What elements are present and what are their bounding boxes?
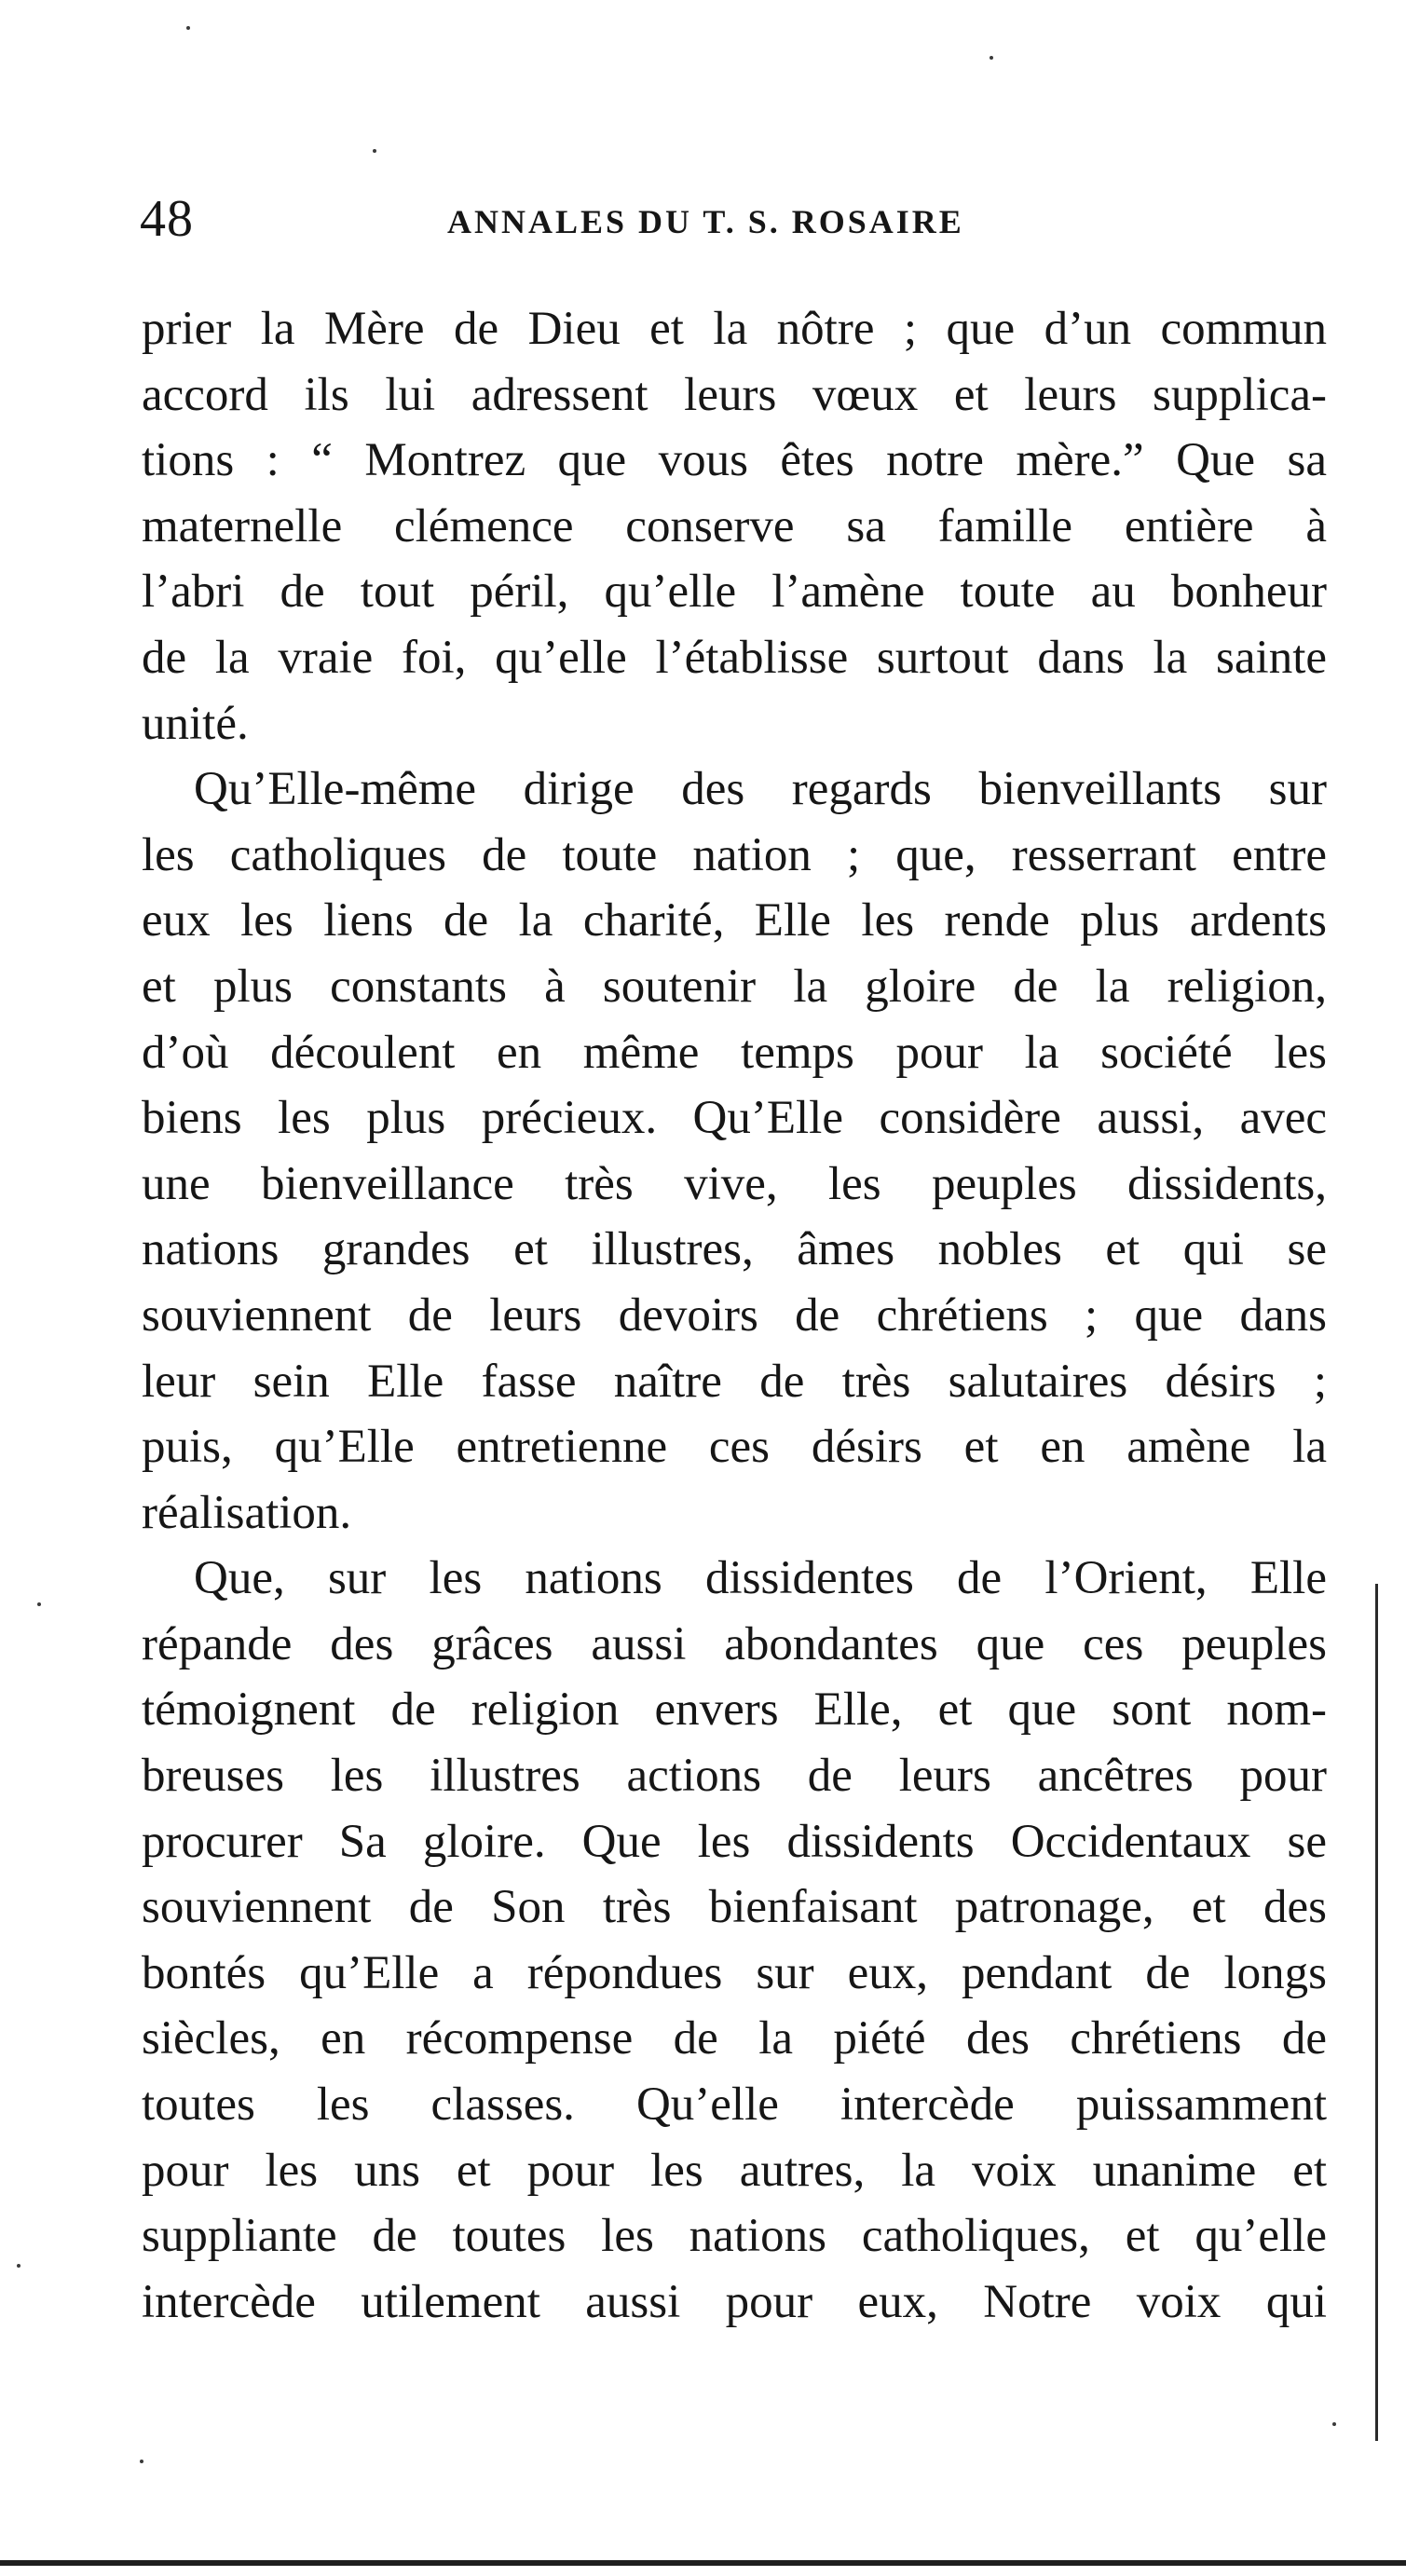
text-line: souviennent de Son très bienfaisant patronage, et des	[142, 1881, 1327, 1934]
scan-bottom-edge	[0, 2560, 1406, 2566]
text-line: Qu’Elle-même dirige des regards bienveillants sur	[194, 763, 1327, 816]
text-line: procurer Sa gloire. Que les dissidents Occidentaux se	[142, 1815, 1327, 1868]
body-text	[142, 296, 1327, 2335]
text-line: témoignent de religion envers Elle, et que sont nom-	[142, 1683, 1327, 1737]
scan-speck	[37, 1602, 41, 1606]
scan-speck	[17, 2264, 20, 2268]
text-line: biens les plus précieux. Qu’Elle considère aussi, avec	[142, 1092, 1327, 1145]
text-line: et plus constants à soutenir la gloire de la religion,	[142, 960, 1327, 1013]
scan-speck	[990, 56, 993, 60]
text-line: siècles, en récompense de la piété des chrétiens de	[142, 2012, 1327, 2065]
text-line: leur sein Elle fasse naître de très salutaires désirs ;	[142, 1355, 1327, 1408]
paragraph-3	[142, 1546, 1327, 2335]
text-line: nations grandes et illustres, âmes nobles et qui se	[142, 1223, 1327, 1276]
text-line: eux les liens de la charité, Elle les rende plus ardents	[142, 894, 1327, 947]
text-line: intercède utilement aussi pour eux, Notre voix qui	[142, 2275, 1327, 2328]
page-header	[140, 186, 1342, 252]
text-line: réalisation.	[142, 1486, 352, 1539]
scan-speck	[373, 149, 376, 153]
text-line: l’abri de tout péril, qu’elle l’amène toute au bonheur	[142, 566, 1327, 619]
text-line: les catholiques de toute nation ; que, resserrant entre	[142, 828, 1327, 881]
text-line: bontés qu’Elle a répondues sur eux, pendant de longs	[142, 1946, 1327, 1999]
scan-speck	[1332, 2422, 1336, 2426]
text-line: une bienveillance très vive, les peuples dissidents,	[142, 1157, 1327, 1210]
text-line: pour les uns et pour les autres, la voix unanime et	[142, 2144, 1327, 2197]
text-line: unité.	[142, 697, 249, 750]
text-line: toutes les classes. Qu’elle intercède puissamment	[142, 2079, 1327, 2132]
paragraph-2	[142, 756, 1327, 1546]
page-number: 48	[140, 190, 194, 248]
text-line: tions : “ Montrez que vous êtes notre mère.” Que sa	[142, 434, 1327, 487]
text-line: d’où découlent en même temps pour la société les	[142, 1026, 1327, 1079]
text-line: breuses les illustres actions de leurs ancêtres pour	[142, 1750, 1327, 1803]
text-line: Que, sur les nations dissidentes de l’Orient, Elle	[194, 1552, 1327, 1605]
text-line: puis, qu’Elle entretienne ces désirs et en amène la	[142, 1421, 1327, 1474]
text-line: de la vraie foi, qu’elle l’établisse surtout dans la sainte	[142, 631, 1327, 684]
text-line: souviennent de leurs devoirs de chrétiens ; que dans	[142, 1288, 1327, 1342]
text-line: maternelle clémence conserve sa famille entière à	[142, 499, 1327, 552]
running-head: ANNALES DU T. S. ROSAIRE	[447, 203, 964, 240]
scan-speck	[140, 2460, 143, 2463]
facing-page-edge	[1375, 1584, 1406, 2441]
text-line: accord ils lui adressent leurs vœux et leurs supplica-	[142, 368, 1327, 421]
text-line: suppliante de toutes les nations catholiques, et qu’elle	[142, 2210, 1327, 2263]
text-line: répande des grâces aussi abondantes que ces peuples	[142, 1617, 1327, 1670]
paragraph-1	[142, 296, 1327, 756]
scan-speck	[186, 26, 190, 30]
text-line: prier la Mère de Dieu et la nôtre ; que d’un commun	[142, 303, 1327, 355]
